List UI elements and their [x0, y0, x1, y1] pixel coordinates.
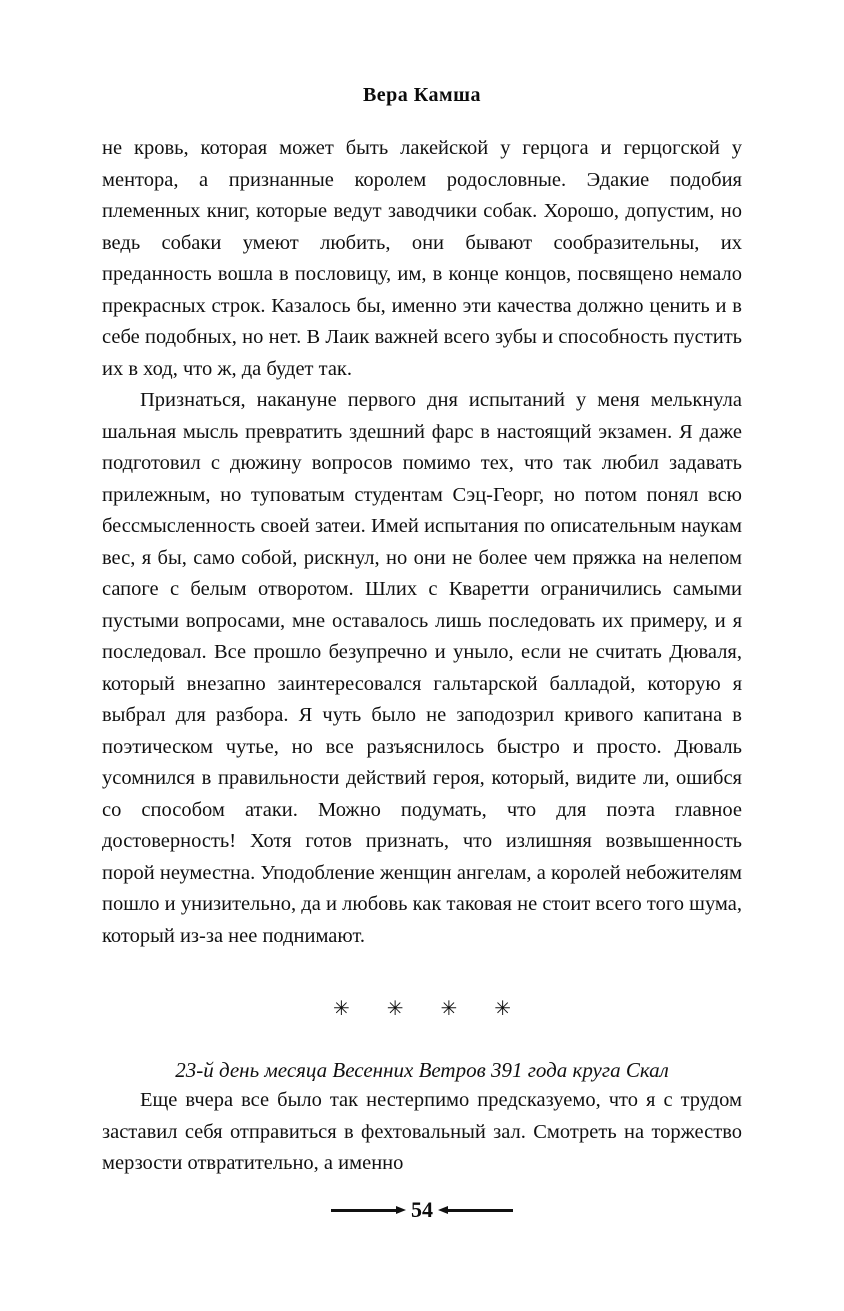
date-heading: 23-й день месяца Весенних Ветров 391 года круга Скал: [175, 1058, 669, 1082]
rule-left-ornament-icon: [331, 1209, 397, 1212]
page-footer: [0, 1197, 844, 1223]
page-body: [102, 107, 742, 1180]
paragraph: не кровь, которая может быть лакейской у герцога и герцогской у ментора, а признанные королем родословные. Эдакие подобия племенных книг, которые ведут заводчики собак. Хорошо, допустим, но ведь собаки умеют любить, они бывают сообразительны, их преданность вошла в пословицу, им, в конце концов, посвящено немало прекрасных строк. Казалось бы, именно эти качества должно ценить и в себе подобных, но нет. В Лаик важней всего зубы и способность пустить их в ход, что ж, да будет так.: [102, 137, 742, 380]
paragraph: Еще вчера все было так нестерпимо предсказуемо, что я с трудом заставил себя отправиться в фехтовальный зал. Смотреть на торжество мерзости отвратительно, а именно: [102, 1089, 742, 1174]
paragraph: Признаться, накануне первого дня испытаний у меня мелькнула шальная мысль превратить здешний фарс в настоящий экзамен. Я даже подготовил с дюжину вопросов помимо тех, что так любил задавать прилежным, но туповатым студентам Сэц-Георг, но потом понял всю бессмысленность своей затеи. Имей испытания по описательным наукам вес, я бы, само собой, рискнул, но они не более чем пряжка на нелепом сапоге с белым отворотом. Шлих с Кваретти ограничились самыми пустыми вопросами, мне оставалось лишь последовать их примеру, и я последовал. Все прошло безупречно и уныло, если не считать Дюваля, который внезапно заинтересовался гальтарской балладой, которую я выбрал для разбора. Я чуть было не заподозрил кривого капитана в поэтическом чутье, но все разъяснилось быстро и просто. Дюваль усомнился в правильности действий героя, который, видите ли, ошибся со способом атаки. Можно подумать, что для поэта главное достоверность! Хотя готов признать, что излишняя возвышенность порой неуместна. Уподобление женщин ангелам, а королей небожителям пошло и унизительно, да и любовь как таковая не стоит всего того шума, который из-за нее поднимают.: [102, 389, 742, 947]
rule-right-ornament-icon: [447, 1209, 513, 1212]
page-number: 54: [411, 1197, 433, 1222]
running-head-author: Вера Камша: [362, 84, 482, 106]
section-divider: ✳ ✳ ✳ ✳: [332, 998, 528, 1020]
